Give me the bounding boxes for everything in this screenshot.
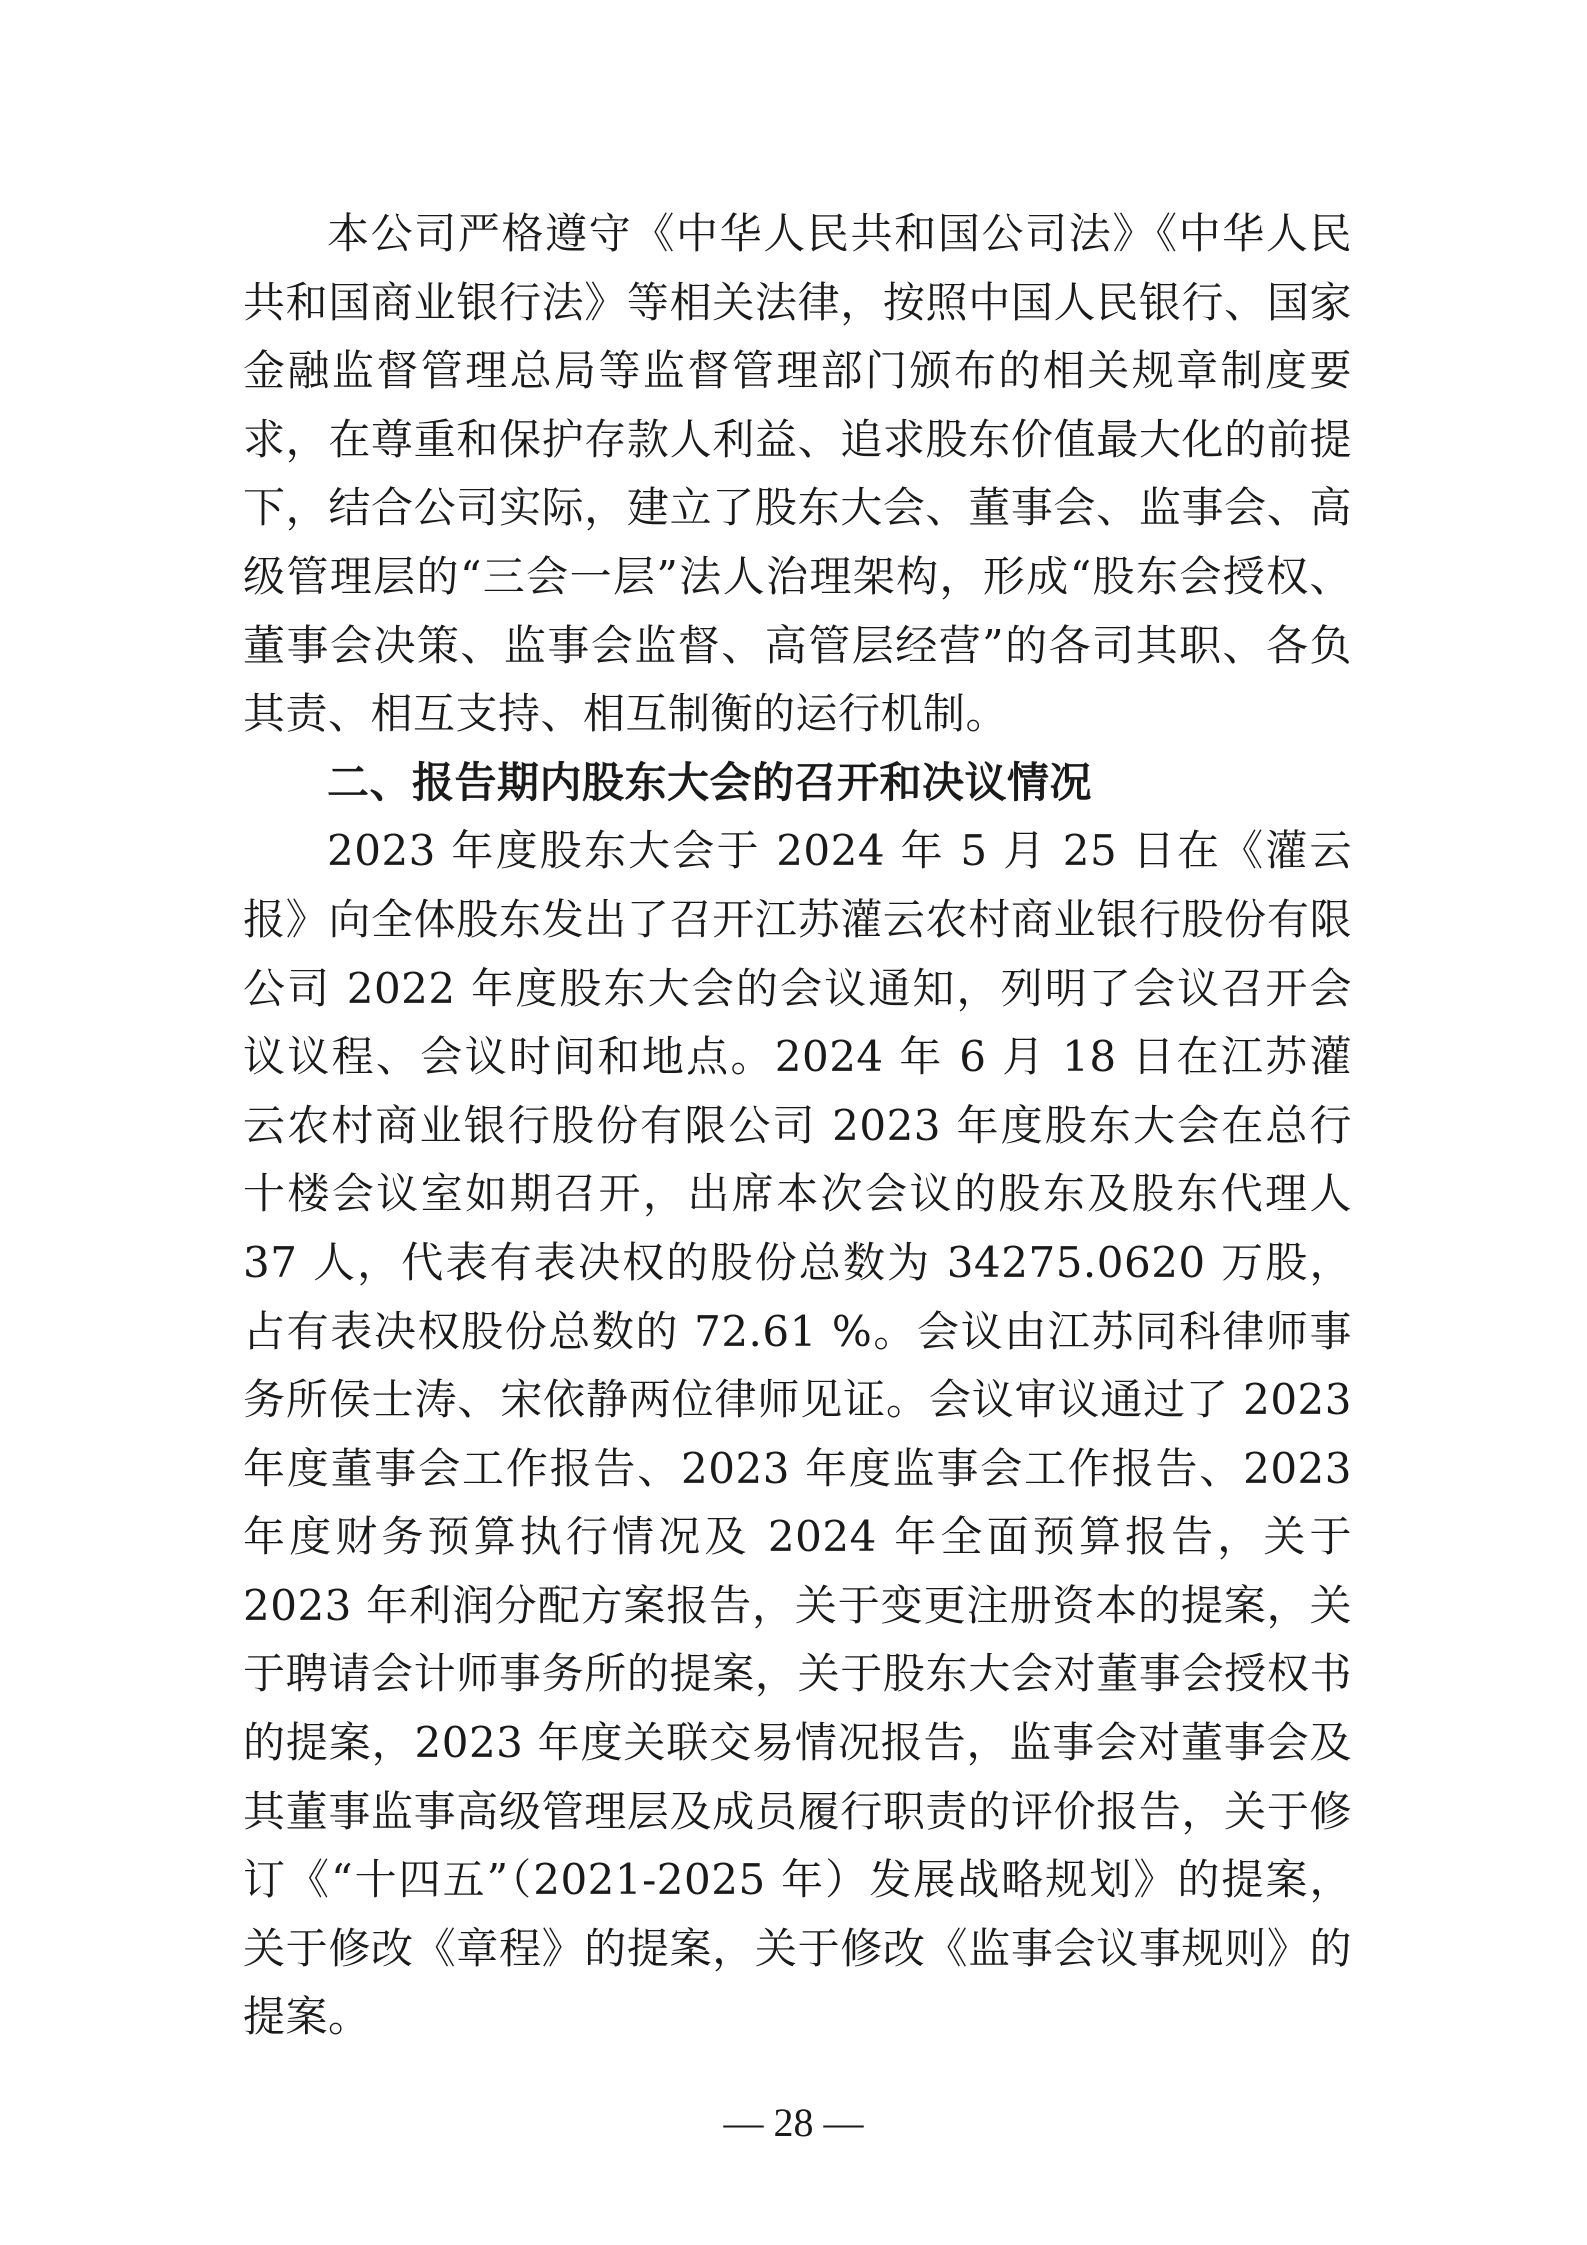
paragraph-governance: 本公司严格遵守《中华人民共和国公司法》《中华人民共和国商业银行法》等相关法律，按照中国人民银行、国家金融监督管理总局等监督管理部门颁布的相关规章制度要求，在尊重和保护存款人利益、追求股东价值最大化的前提下，结合公司实际，建立了股东大会、董事会、监事会、高级管理层的“三会一层”法人治理架构，形成“股东会授权、董事会决策、监事会监督、高管层经营”的各司其职、各负其责、相互支持、相互制衡的运行机制。 xyxy=(243,209,1352,739)
section-heading: 二、报告期内股东大会的召开和决议情况 xyxy=(327,757,1093,807)
paragraph-shareholders-meeting: 2023 年度股东大会于 2024 年 5 月 25 日在《灌云报》向全体股东发出了召开江苏灌云农村商业银行股份有限公司 2022 年度股东大会的会议通知，列明了会议召开会议议程、会议时间和地点。2024 年 6 月 18 日在江苏灌云农村商业银行股份有限公司 2023 年度股东大会在总行十楼会议室如期召开，出席本次会议的股东及股东代理人 37 人，代表有表决权的股份总数为 34275.0620 万股，占有表决权股份总数的 72.61 %。会议由江苏同科律师事务所侯士涛、宋依静两位律师见证。会议审议通过了 2023 年度董事会工作报告、2023 年度监事会工作报告、2023 年度财务预算执行情况及 2024 年全面预算报告，关于 2023 年利润分配方案报告，关于变更注册资本的提案，关于聘请会计师事务所的提案，关于股东大会对董事会授权书的提案，2023 年度关联交易情况报告，监事会对董事会及其董事监事高级管理层及成员履行职责的评价报告，关于修订《“十四五”（2021-2025 年）发展战略规划》的提案，关于修改《章程》的提案，关于修改《监事会议事规则》的提案。 xyxy=(243,826,1352,2042)
page-number: — 28 — xyxy=(723,2100,864,2145)
document-body xyxy=(243,200,1352,2052)
